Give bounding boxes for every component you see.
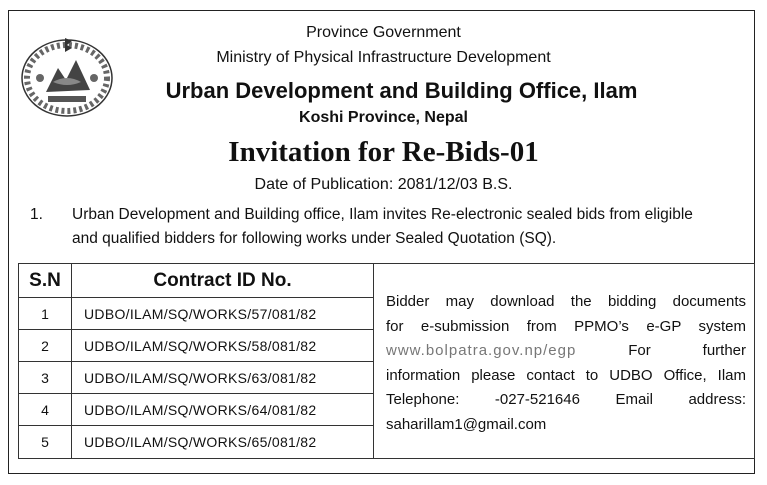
notice-title: Invitation for Re-Bids-01 xyxy=(228,136,539,168)
nepal-emblem-icon xyxy=(18,30,116,118)
table-header-row xyxy=(19,264,755,298)
row-contract-id: UDBO/ILAM/SQ/WORKS/57/081/82 xyxy=(72,298,374,330)
row-contract-id: UDBO/ILAM/SQ/WORKS/64/081/82 xyxy=(72,394,374,426)
publication-date: Date of Publication: 2081/12/03 B.S. xyxy=(254,176,513,193)
office-name: Urban Development and Building Office, Ilam xyxy=(165,78,638,103)
header-contract-id: Contract ID No. xyxy=(72,264,374,298)
info-line-1: Bidder may download the bidding documents xyxy=(386,293,746,310)
paragraph-line-1: Urban Development and Building office, Ilam invites Re-electronic sealed bids from eligible xyxy=(72,206,693,223)
info-line-4: information please contact to UDBO Office, Ilam xyxy=(386,366,746,384)
bidding-info xyxy=(374,264,755,459)
row-sn: 3 xyxy=(19,362,72,394)
row-sn: 2 xyxy=(19,330,72,362)
contracts-table xyxy=(18,263,755,459)
province-line: Province Government xyxy=(306,24,461,41)
info-line-2: for e-submission from PPMO’s e-GP system xyxy=(386,317,746,335)
info-line-3: www.bolpatra.gov.np/egp For further xyxy=(386,342,746,359)
office-location: Koshi Province, Nepal xyxy=(299,109,468,126)
paragraph-line-2: and qualified bidders for following works under Sealed Quotation (SQ). xyxy=(72,230,557,247)
email-address: saharillam1@gmail.com xyxy=(386,415,547,433)
row-contract-id: UDBO/ILAM/SQ/WORKS/65/081/82 xyxy=(72,426,374,459)
paragraph-number: 1. xyxy=(30,206,43,223)
row-contract-id: UDBO/ILAM/SQ/WORKS/58/081/82 xyxy=(72,330,374,362)
row-sn: 1 xyxy=(19,298,72,330)
row-sn: 4 xyxy=(19,394,72,426)
header-sn: S.N xyxy=(19,264,72,298)
ministry-line: Ministry of Physical Infrastructure Development xyxy=(216,49,551,66)
row-sn: 5 xyxy=(19,426,72,459)
row-contract-id: UDBO/ILAM/SQ/WORKS/63/081/82 xyxy=(72,362,374,394)
info-line-5: Telephone: -027-521646 Email address: xyxy=(386,391,746,408)
egp-link[interactable]: www.bolpatra.gov.np/egp xyxy=(386,342,577,359)
